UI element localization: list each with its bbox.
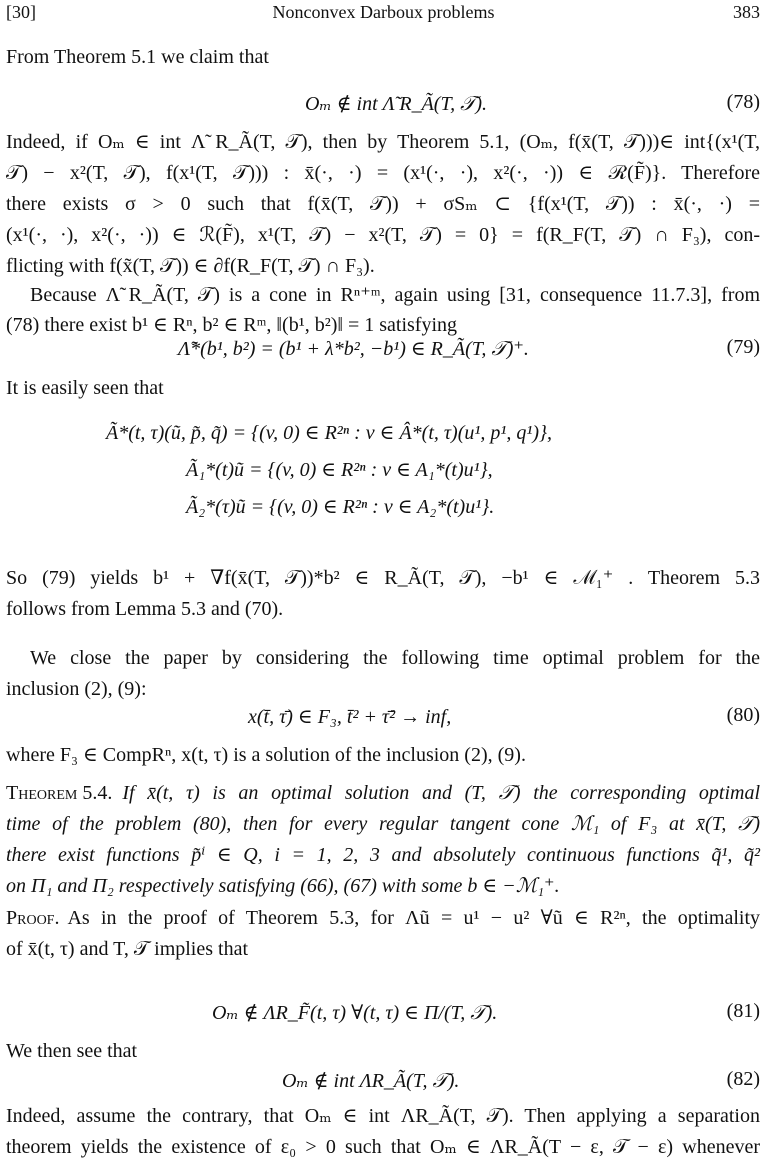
page-number: 383 [733, 2, 760, 22]
text-line: follows from Lemma 5.3 and (70). [6, 598, 284, 620]
paragraph-easily-seen: It is easily seen that [6, 377, 164, 399]
text-line: So (79) yields b¹ + ∇f(x̄(T, 𝒯))*b² ∈ R_Ã(T, 𝒯), −b¹ ∈ ℳ₁⁺ . Theorem 5.3 [6, 567, 760, 589]
text-line: flicting with f(x̃(T, 𝒯)) ∈ ∂f(R_F(T, 𝒯) ∩ F₃). [6, 255, 375, 277]
equation-80: x(t̄, τ̄) ∈ F₃, t̄² + τ̄² → inf, [248, 706, 452, 728]
equation-81: Oₘ ∉ ΛR_F̃(t, τ) ∀(t, τ) ∈ Π/(T, 𝒯). [212, 1002, 498, 1024]
paragraph-intro: From Theorem 5.1 we claim that [6, 46, 269, 68]
text-line: We close the paper by considering the following time optimal problem for the [30, 647, 760, 669]
theorem-text: there exist functions p̃ⁱ ∈ Q, i = 1, 2, 3 and absolutely continuous functions q̃¹, q̃² [6, 844, 760, 866]
equation-79: Λ̃*(b¹, b²) = (b¹ + λ*b², −b¹) ∈ R_Ã(T, 𝒯)⁺. [178, 338, 529, 360]
proof-text: As in the proof of Theorem 5.3, for Λũ = u¹ − u² ∀ũ ∈ R²ⁿ, the optimality [67, 907, 760, 929]
text-line: inclusion (2), (9): [6, 678, 147, 700]
equation-number-79: (79) [726, 336, 760, 358]
equation-line: Ã*(t, τ)(ũ, p̃, q̃) = {(v, 0) ∈ R²ⁿ : v ∈ Â*(t, τ)(u¹, p¹, q¹)}, [106, 422, 552, 444]
proof-text: of x̄(t, τ) and T, 𝒯 implies that [6, 938, 249, 960]
equation-78: Oₘ ∉ int Λ̃ R_Ã(T, 𝒯). [305, 93, 488, 115]
equation-line: Ã₂*(τ)ũ = {(v, 0) ∈ R²ⁿ : v ∈ A₂*(t)u¹}. [186, 496, 495, 518]
text-line: Because Λ̃ R_Ã(T, 𝒯) is a cone in Rⁿ⁺ᵐ, again using [31, consequence 11.7.3], from [30, 284, 760, 306]
proof-label: Proof. [6, 907, 60, 929]
paragraph-where-f3: where F₃ ∈ CompRⁿ, x(t, τ) is a solution of the inclusion (2), (9). [6, 744, 526, 766]
theorem-text: If x̄(t, τ) is an optimal solution and (T, 𝒯) the corresponding optimal [122, 782, 760, 804]
text-line: theorem yields the existence of ε₀ > 0 such that Oₘ ∈ ΛR_Ã(T − ε, 𝒯 − ε) whenever [6, 1136, 760, 1158]
equation-line: Ã₁*(t)ũ = {(v, 0) ∈ R²ⁿ : v ∈ A₁*(t)u¹}, [186, 459, 493, 481]
theorem-text: on Π₁ and Π₂ respectively satisfying (66), (67) with some b ∈ −ℳ₁⁺. [6, 875, 560, 897]
equation-number-81: (81) [726, 1000, 760, 1022]
text-line: 𝒯) − x²(T, 𝒯), f(x¹(T, 𝒯))) : x̄(·, ·) = (x¹(·, ·), x²(·, ·)) ∈ ℛ(F̃)}. Therefore [6, 162, 760, 184]
theorem-first-line [6, 778, 760, 809]
paragraph-we-then-see: We then see that [6, 1040, 138, 1062]
text-line: (78) there exist b¹ ∈ Rⁿ, b² ∈ Rᵐ, ‖(b¹, b²)‖ = 1 satisfying [6, 314, 458, 336]
equation-number-78: (78) [726, 91, 760, 113]
text-line: (x¹(·, ·), x²(·, ·)) ∈ ℛ(F̃), x¹(T, 𝒯) − x²(T, 𝒯) = 0} = f(R_F(T, 𝒯) ∩ F₃), con- [6, 224, 760, 246]
theorem-text: time of the problem (80), then for every regular tangent cone ℳ₁ of F₃ at x̄(T, 𝒯) [6, 813, 760, 835]
proof-first-line [6, 903, 760, 934]
running-header-section-number: [30] [6, 2, 36, 22]
equation-number-82: (82) [726, 1068, 760, 1090]
theorem-label: Theorem 5.4. [6, 782, 113, 804]
text-line: Indeed, assume the contrary, that Oₘ ∈ int ΛR_Ã(T, 𝒯). Then applying a separation [6, 1105, 760, 1127]
equation-number-80: (80) [726, 704, 760, 726]
text-line: there exists σ > 0 such that f(x̄(T, 𝒯)) + σSₘ ⊂ {f(x¹(T, 𝒯)) : x̄(·, ·) = [6, 193, 760, 215]
equation-82: Oₘ ∉ int ΛR_Ã(T, 𝒯). [282, 1070, 460, 1092]
running-header-title: Nonconvex Darboux problems [272, 2, 495, 22]
text-line: Indeed, if Oₘ ∈ int Λ̃ R_Ã(T, 𝒯), then by Theorem 5.1, (Oₘ, f(x̄(T, 𝒯)))∈ int{(x¹(T, [6, 131, 760, 153]
